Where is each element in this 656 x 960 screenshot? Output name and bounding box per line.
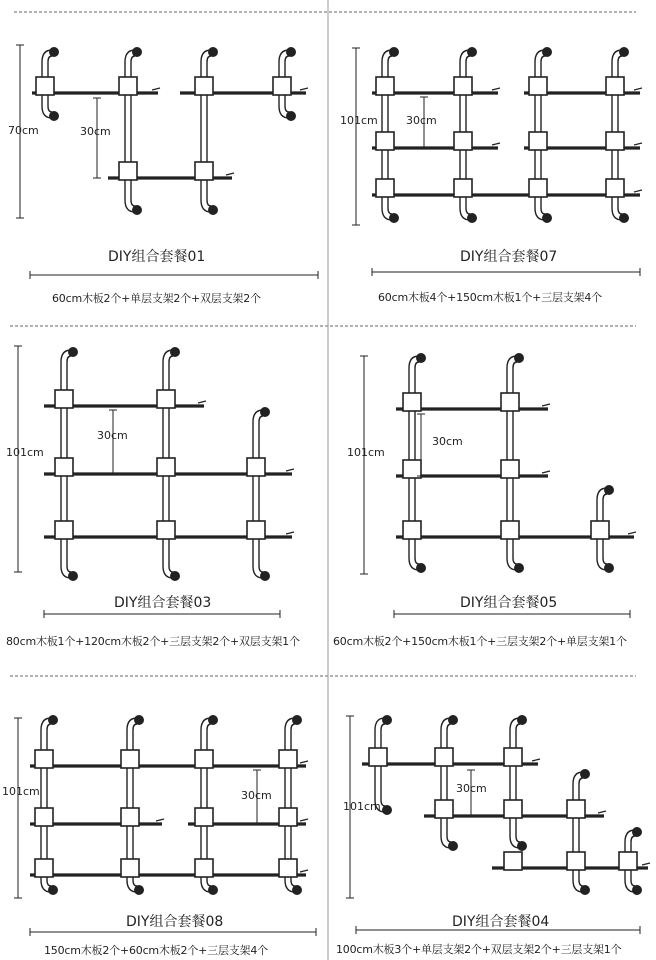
shelf-bracket bbox=[369, 748, 387, 766]
panel-8-spacing-label: 30cm bbox=[241, 789, 272, 802]
shelf-bracket bbox=[606, 77, 624, 95]
shelf-bracket bbox=[279, 808, 297, 826]
wall-mount-knob bbox=[620, 214, 629, 223]
wall-mount-knob bbox=[605, 486, 614, 495]
shelf-bracket bbox=[121, 750, 139, 768]
panel-4-desc: 100cm木板3个+单层支架2个+双层支架2个+三层支架1个 bbox=[336, 943, 622, 956]
wall-mount-knob bbox=[261, 408, 270, 417]
shelf-bracket bbox=[504, 800, 522, 818]
shelf-bracket bbox=[504, 852, 522, 870]
shelf-bracket bbox=[376, 132, 394, 150]
shelf-bracket bbox=[454, 179, 472, 197]
panel-5-desc: 60cm木板2个+150cm木板1个+三层支架2个+单层支架1个 bbox=[333, 635, 627, 648]
wall-mount-knob bbox=[515, 354, 524, 363]
panel-3-spacing-label: 30cm bbox=[97, 429, 128, 442]
shelf-bracket bbox=[195, 162, 213, 180]
wall-mount-knob bbox=[449, 842, 458, 851]
panel-4-spacing-label: 30cm bbox=[456, 782, 487, 795]
wall-mount-knob bbox=[605, 564, 614, 573]
wall-mount-knob bbox=[293, 716, 302, 725]
shelf-bracket bbox=[247, 458, 265, 476]
shelf-bracket bbox=[195, 808, 213, 826]
wall-mount-knob bbox=[417, 354, 426, 363]
shelf-bracket bbox=[435, 800, 453, 818]
shelf-bracket bbox=[121, 808, 139, 826]
shelf-bracket bbox=[501, 521, 519, 539]
shelf-bracket bbox=[606, 179, 624, 197]
shelf-bracket bbox=[567, 800, 585, 818]
panel-3-desc: 80cm木板1个+120cm木板2个+三层支架2个+双层支架1个 bbox=[6, 635, 300, 648]
wall-mount-knob bbox=[581, 770, 590, 779]
shelf-bracket bbox=[157, 390, 175, 408]
wall-mount-knob bbox=[287, 48, 296, 57]
shelf-bracket bbox=[55, 521, 73, 539]
wall-mount-knob bbox=[633, 886, 642, 895]
shelf-bracket bbox=[529, 77, 547, 95]
panel-8-height-label: 101cm bbox=[2, 785, 40, 798]
panel-4-title: DIY组合套餐04 bbox=[452, 914, 550, 930]
panel-4-shelves bbox=[346, 716, 650, 935]
wall-mount-knob bbox=[209, 48, 218, 57]
panel-3-height-label: 101cm bbox=[6, 446, 44, 459]
shelf-bracket bbox=[55, 458, 73, 476]
wall-mount-knob bbox=[133, 48, 142, 57]
wall-mount-knob bbox=[171, 348, 180, 357]
wall-mount-knob bbox=[171, 572, 180, 581]
shelf-bracket bbox=[195, 859, 213, 877]
shelf-bracket bbox=[376, 77, 394, 95]
shelf-bracket bbox=[273, 77, 291, 95]
wall-mount-knob bbox=[468, 48, 477, 57]
shelf-bracket bbox=[454, 132, 472, 150]
wall-mount-knob bbox=[209, 886, 218, 895]
dividers bbox=[10, 12, 636, 676]
shelf-bracket bbox=[591, 521, 609, 539]
wall-mount-knob bbox=[261, 572, 270, 581]
shelf-bracket bbox=[279, 859, 297, 877]
shelf-bracket bbox=[501, 393, 519, 411]
shelf-bracket bbox=[35, 859, 53, 877]
panel-5-shelves bbox=[360, 354, 636, 619]
panel-7-spacing-label: 30cm bbox=[406, 114, 437, 127]
shelf-bracket bbox=[403, 521, 421, 539]
wall-mount-knob bbox=[293, 886, 302, 895]
shelf-bracket bbox=[279, 750, 297, 768]
panel-8-title: DIY组合套餐08 bbox=[126, 914, 224, 930]
panel-3-shelves bbox=[14, 346, 294, 618]
wall-mount-knob bbox=[620, 48, 629, 57]
shelf-bracket bbox=[119, 77, 137, 95]
panel-3-title: DIY组合套餐03 bbox=[114, 595, 212, 611]
wall-mount-knob bbox=[449, 716, 458, 725]
shelf-bracket bbox=[195, 77, 213, 95]
wall-mount-knob bbox=[69, 572, 78, 581]
shelf-bracket bbox=[454, 77, 472, 95]
shelf-bracket bbox=[501, 460, 519, 478]
wall-mount-knob bbox=[417, 564, 426, 573]
shelf-bracket bbox=[567, 852, 585, 870]
wall-mount-knob bbox=[69, 348, 78, 357]
panel-1-desc: 60cm木板2个+单层支架2个+双层支架2个 bbox=[52, 292, 261, 305]
shelf-bracket bbox=[35, 808, 53, 826]
panel-5-title: DIY组合套餐05 bbox=[460, 595, 558, 611]
shelf-bracket bbox=[435, 748, 453, 766]
wall-mount-knob bbox=[287, 112, 296, 121]
shelf-bracket bbox=[55, 390, 73, 408]
wall-mount-knob bbox=[581, 886, 590, 895]
wall-mount-knob bbox=[543, 48, 552, 57]
wall-mount-knob bbox=[390, 214, 399, 223]
wall-mount-knob bbox=[50, 48, 59, 57]
panel-8-shelves bbox=[14, 716, 316, 937]
wall-mount-knob bbox=[133, 206, 142, 215]
shelf-bracket bbox=[247, 521, 265, 539]
panel-7-shelves bbox=[352, 48, 642, 277]
panel-5-height-label: 101cm bbox=[347, 446, 385, 459]
shelf-bracket bbox=[606, 132, 624, 150]
wall-mount-knob bbox=[209, 716, 218, 725]
wall-mount-knob bbox=[383, 806, 392, 815]
shelf-bracket bbox=[36, 77, 54, 95]
wall-mount-knob bbox=[209, 206, 218, 215]
wall-mount-knob bbox=[518, 716, 527, 725]
shelf-bracket bbox=[119, 162, 137, 180]
panel-8-desc: 150cm木板2个+60cm木板2个+三层支架4个 bbox=[44, 944, 268, 957]
wall-mount-knob bbox=[49, 716, 58, 725]
panel-1-shelves bbox=[16, 45, 318, 279]
wall-mount-knob bbox=[468, 214, 477, 223]
shelf-bracket bbox=[121, 859, 139, 877]
shelf-bracket bbox=[195, 750, 213, 768]
shelf-bracket bbox=[504, 748, 522, 766]
panel-1-spacing-label: 30cm bbox=[80, 125, 111, 138]
shelf-bracket bbox=[376, 179, 394, 197]
shelf-bracket bbox=[157, 458, 175, 476]
panel-7-height-label: 101cm bbox=[340, 114, 378, 127]
shelf-bracket bbox=[35, 750, 53, 768]
panel-1-title: DIY组合套餐01 bbox=[108, 249, 206, 265]
panel-7-desc: 60cm木板4个+150cm木板1个+三层支架4个 bbox=[378, 291, 602, 304]
wall-mount-knob bbox=[543, 214, 552, 223]
wall-mount-knob bbox=[135, 716, 144, 725]
wall-mount-knob bbox=[49, 886, 58, 895]
panel-1-height-label: 70cm bbox=[8, 124, 39, 137]
panel-5-spacing-label: 30cm bbox=[432, 435, 463, 448]
shelf-bracket bbox=[403, 460, 421, 478]
shelf-bracket bbox=[529, 179, 547, 197]
panel-4-height-label: 101cm bbox=[343, 800, 381, 813]
wall-mount-knob bbox=[518, 842, 527, 851]
shelf-bracket bbox=[403, 393, 421, 411]
panel-7-title: DIY组合套餐07 bbox=[460, 249, 558, 265]
shelf-bracket bbox=[157, 521, 175, 539]
shelf-bracket bbox=[619, 852, 637, 870]
wall-mount-knob bbox=[135, 886, 144, 895]
wall-mount-knob bbox=[50, 112, 59, 121]
wall-mount-knob bbox=[633, 828, 642, 837]
wall-mount-knob bbox=[390, 48, 399, 57]
shelf-bracket bbox=[529, 132, 547, 150]
wall-mount-knob bbox=[515, 564, 524, 573]
wall-mount-knob bbox=[383, 716, 392, 725]
